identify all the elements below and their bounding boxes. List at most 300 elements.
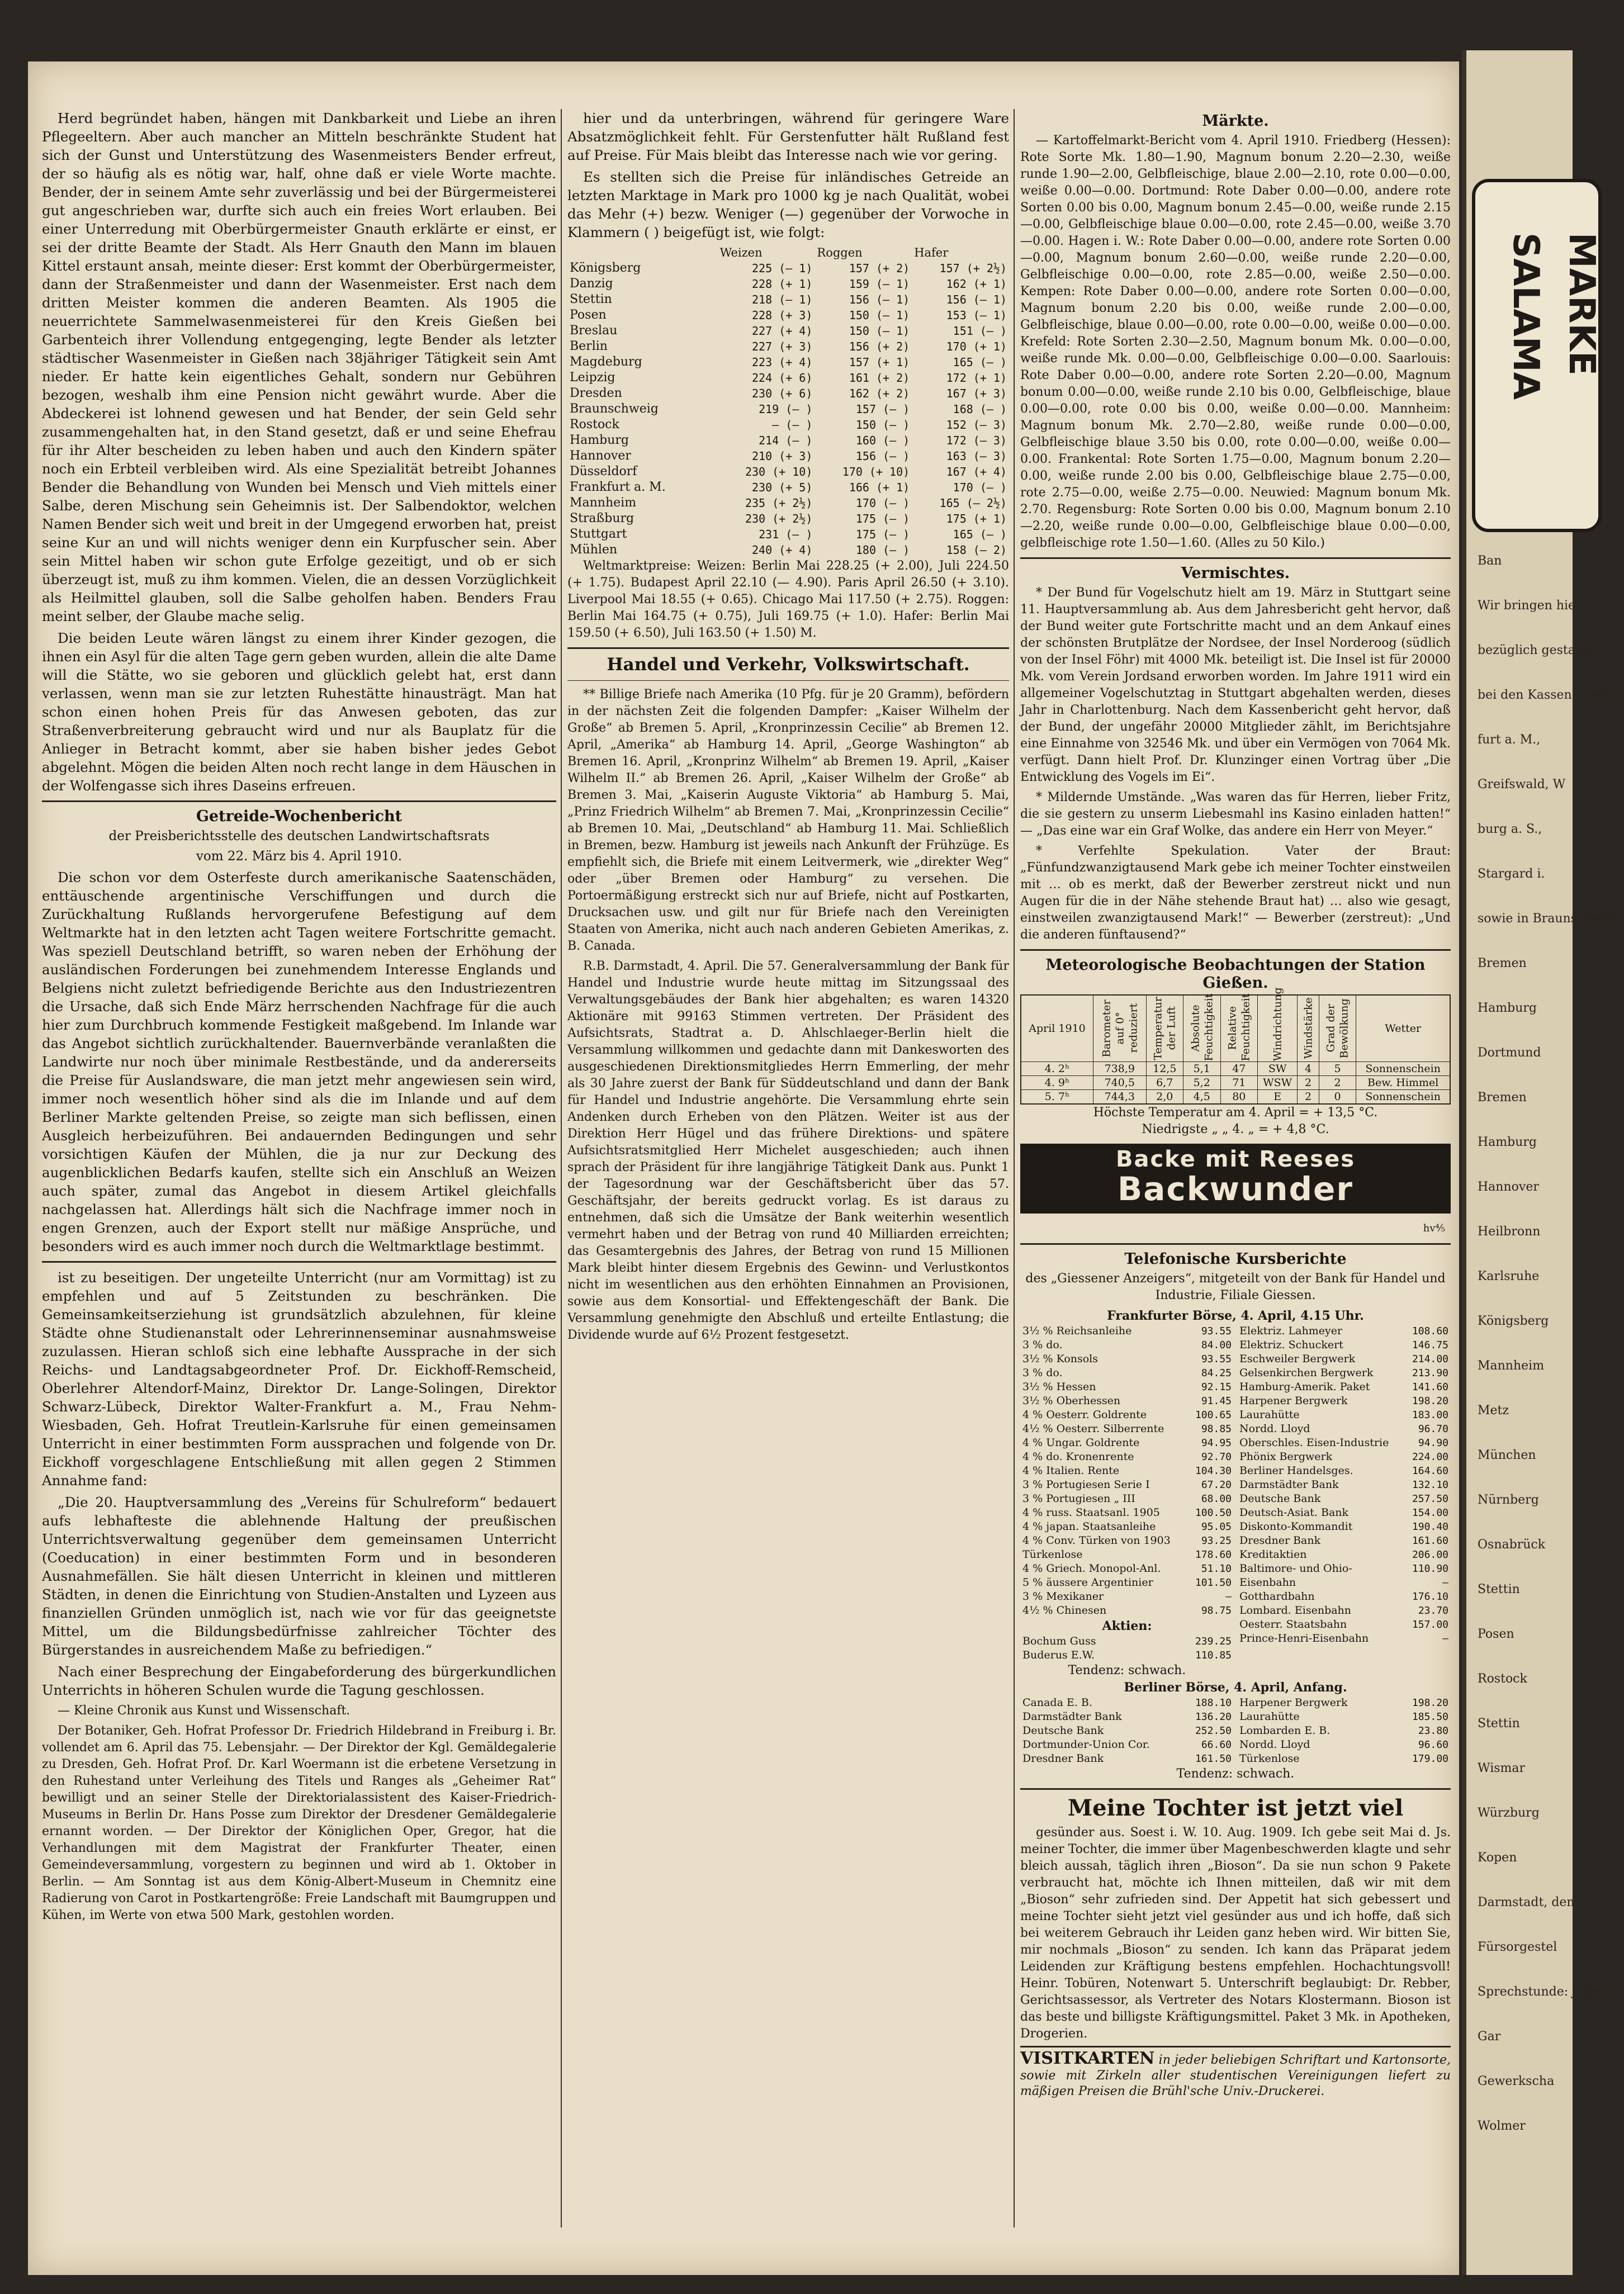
grain-cell: 162 (+ 2) [849,387,910,400]
grain-table-row [567,448,1009,464]
adjacent-page-text: Stargard i. [1478,867,1545,881]
meteo-cell: 2 [1298,1090,1319,1105]
kurs-cell: Nordd. Lloyd [1239,1423,1310,1435]
kurs-row [1237,1562,1451,1576]
maerkte-body: — Kartoffelmarkt-Bericht vom 4. April 1910. Friedberg (Hessen): Rote Sorte Mk. 1.80—1.90, Magnum bonum 2.20—2.30, weiße runde 1.90—2.00, Gelbfleischige, blaue 2.00—2.10, rote 0.00—0.00, weiße 0.00—0.00. Dortmund: Rote Daber 0.00—0.00, andere rote Sorten 0.00 bis 0.00, Magnum bonum 2.45—0.00, weiße runde 2.15—0.00, Gelbfleischige blaue 0.00—0.00, rote 2.45—0.00, weiße 3.70—0.00. Hagen i. W.: Rote Daber 0.00—0.00, andere rote Sorten 0.00—0.00, Magnum bonum 2.60—0.00, weiße runde 2.20—0.00, Gelbfleischige 0.00—0.00, rote 2.85—0.00, weiße 2.50—0.00. Kempen: Rote Daber 0.00—0.00, andere rote Sorten 0.00—0.00, Magnum bonum 2.20 bis 0.00, weiße runde 2.00—0.00, Gelbfleischige, blaue 0.00—0.00, rote 0.00—0.00, weiße 0.00—0.00. Krefeld: Rote Sorten 2.30—2.50, Magnum bonum Mk. 0.00—0.00, weiße runde Mk. 0.00—0.00, Gelbfleischige 0.00—0.00. Saarlouis: Rote Daber 0.00—0.00, andere rote Sorten 2.20—0.00, Magnum bonum 0.00—0.00, weiße runde 2.10 bis 0.00, Gelbfleischige, blaue 0.00—0.00, rote 0.00 bis 0.00, weiße 0.00—0.00. Mannheim: Magnum bonum Mk. 2.70—2.80, weiße runde 0.00—0.00, Gelbfleischige blaue 3.50 bis 0.00, rote 0.00—0.00, weiße 0.00—0.00. Frankental: Rote Sorten 1.75—0.00, Magnum bonum 2.20—0.00, weiße runde 2.00 bis 0.00, Gelbfleischige blaue 2.75—0.00, rote 2.75—0.00, weiße 2.75—0.00. Neuwied: Magnum bonum Mk. 2.70. Regensburg: Rote Sorten 0.00 bis 0.00, Magnum bonum 2.10—2.20, weiße runde 0.00—0.00, Gelbfleischige blaue 0.00—0.00, gelbfleischige rote 1.50—1.60. (Alles zu 50 Kilo.) [1020,134,1451,550]
meteo-min: Niedrigste „ „ 4. „ = + 4,8 °C. [1142,1122,1329,1136]
meteo-cell: Sonnenschein [1356,1090,1450,1105]
grain-cell: 150 (— ) [855,418,910,432]
grain-cell: 156 (— 1) [946,293,1007,306]
meteo-header-cell: Windstärke [1298,995,1319,1062]
kurs-cell: 183.00 [1412,1409,1448,1421]
salamander-logo [1472,179,1602,532]
kurs-row [1237,1338,1451,1352]
kurs-cell: 157.00 [1412,1619,1448,1631]
grain-cell: 240 (+ 4) [752,543,813,557]
adjacent-page-text: Würzburg [1478,1806,1540,1820]
kurs-row [1020,1352,1234,1366]
grain-cell: 157 (+ 1) [849,356,910,369]
grain-cell: Stuttgart [570,527,627,541]
adjacent-page-text: burg a. S., [1478,822,1542,836]
grain-cell: 170 (+ 10) [842,465,910,478]
kurs-cell: Phönix Bergwerk [1239,1451,1333,1463]
adjacent-page-text: Karlsruhe [1478,1269,1540,1283]
column-3 [1020,109,1451,2233]
kurs-cell: 4 % russ. Staatsanl. 1905 [1022,1506,1160,1519]
meteo-cell: 47 [1220,1062,1258,1076]
kurs-cell: Lombard. Eisenbahn [1239,1604,1352,1617]
adjacent-page-text: Stettin [1478,1717,1520,1731]
meteo-max: Höchste Temperatur am 4. April = + 13,5 °C. [1093,1106,1378,1120]
divider [42,1261,556,1263]
handel-title: Handel und Verkehr, Volkswirtschaft. [607,655,970,675]
meteo-row [1021,1090,1450,1105]
kurs-row [1020,1408,1234,1422]
adjacent-page-text: Stettin [1478,1582,1520,1596]
meteo-header-cell: Windrichtung [1258,995,1298,1062]
grain-cell: 162 (+ 1) [946,277,1007,291]
kurs-row [1020,1534,1234,1548]
article-paragraph: Es stellten sich die Preise für inländisches Getreide an letzten Marktage in Mark pro 1000 kg je nach Qualität, wobei das Mehr (+) bezw. Weniger (—) gegenüber der Vorwoche in Klammern ( ) beigefügt ist, wie folgt: [567,169,1009,240]
adjacent-page-text: Dortmund [1478,1046,1541,1060]
divider [1020,1243,1451,1245]
grain-table-row [567,386,1009,401]
grain-cell: Braunschweig [570,402,659,416]
grain-cell: Düsseldorf [570,465,637,478]
grain-table-header [567,245,1009,260]
kurs-cell: 190.40 [1412,1521,1448,1533]
divider [1020,1788,1451,1790]
adjacent-page-text: Metz [1478,1404,1509,1418]
kurs-cell: 98.75 [1201,1605,1232,1617]
bioson-ad-body: gesünder aus. Soest i. W. 10. Aug. 1909. Ich gebe seit Mai d. Js. meiner Tochter, die immer über Magenbeschwerden klagte und sehr bleich aussah, täglich ihren „Bioson“. Da sie nun schon 9 Pakete verbraucht hat, möchte ich Ihnen mitteilen, daß wir mit dem „Bioson“ sehr zufrieden sind. Der Appetit hat sich gebessert und meine Tochter sieht jetzt viel gesünder aus und ich hoffe, daß sich bei weiterem Gebrauch ihr Leiden ganz heben wird. Wir bitten Sie, mir nochmals „Bioson“ zu senden. Ich kann das Präparat jedem Leidenden zur Kräftigung bestens empfehlen. Hochachtungsvoll! Heinr. Tobüren, Notenwart 5. Unterschrift beglaubigt: Dr. Rebber, Gerichtsassessor, als Vertreter des Notars Klostermann. Bioson ist das beste und billigste Kräftigungsmittel. Paket 3 Mk. in Apotheken, Drogerien. [1020,1826,1451,2041]
grain-cell: 172 (— 3) [946,434,1007,447]
grain-cell: 235 (+ 2½) [745,496,813,510]
kurs-cell: 252.50 [1195,1725,1232,1737]
kurs-cell: 93.55 [1201,1353,1232,1365]
grain-cell: 228 (+ 1) [752,277,813,291]
grain-table-row [567,511,1009,527]
bioson-ad-title: Meine Tochter ist jetzt viel [1067,1795,1404,1821]
kurs-cell: 198.20 [1412,1395,1448,1407]
grain-cell: 165 (— ) [953,356,1007,369]
kurs-row [1237,1492,1451,1506]
grain-cell: 167 (+ 4) [946,465,1007,478]
kurs-cell: 257.50 [1412,1493,1448,1505]
kurs-row [1237,1632,1451,1646]
grain-cell: 228 (+ 3) [752,309,813,322]
kurs-cell: Darmstädter Bank [1239,1478,1339,1491]
backwunder-line2: Backwunder [1118,1170,1353,1208]
kurs-cell: Dresdner Bank [1239,1534,1321,1547]
kurs-cell: 4 % do. Kronenrente [1022,1451,1134,1463]
kurs-cell: 4 % Griech. Monopol-Anl. [1022,1562,1161,1575]
adjacent-page-text: Osnabrück [1478,1538,1546,1552]
grain-cell: 175 (+ 1) [946,512,1007,525]
kurs-row [1237,1724,1451,1738]
backwunder-line1: Backe mit Reeses [1115,1146,1355,1172]
kurs-cell: 96.60 [1418,1739,1448,1751]
grain-cell: 170 (— ) [953,481,1007,494]
grain-header-cell: Weizen [719,246,763,259]
visitkarten-text: in jeder beliebigen Schriftart und Kartonsorte, sowie mit Zirkeln aller studentischen Vereinigungen liefert zu mäßigen Preisen die Brühl'sche Univ.-Druckerei. [1020,2053,1451,2098]
tendenz-text: Tendenz: schwach. [1068,1663,1186,1677]
grain-cell: 230 (+ 6) [752,387,813,400]
kurs-cell: 100.65 [1195,1409,1232,1421]
meteo-header-row [1021,995,1450,1062]
kurs-cell: Dortmunder-Union Cor. [1022,1738,1150,1751]
grain-cell: Hannover [570,449,631,463]
grain-table-row [567,433,1009,448]
kurs-cell: 185.50 [1412,1711,1448,1723]
grain-cell: 175 (— ) [855,512,910,525]
grain-price-table [567,245,1009,558]
kurs-cell: 136.20 [1195,1711,1232,1723]
grain-table-row [567,527,1009,542]
grain-cell: 180 (— ) [855,543,910,557]
article-paragraph: Nach einer Besprechung der Eingabeforderung des bürgerkundlichen Unterrichts in höheren Schulen wurde die Tagung geschlossen. [42,1663,556,1698]
meteo-cell: 5,2 [1183,1076,1221,1090]
adjacent-page-text: Wir bringen hier [1478,599,1582,613]
tendenz-text: Tendenz: schwach. [1176,1767,1295,1781]
kurs-cell: 96.70 [1418,1423,1448,1435]
adjacent-page-text: sowie in Braunschweig [1478,912,1622,926]
kurs-row [1020,1696,1234,1710]
meteo-cell: 80 [1220,1090,1258,1105]
kurs-row [1020,1338,1234,1352]
kurs-cell: Darmstädter Bank [1022,1710,1122,1723]
salamander-logo-text: MARKE SALAMA [1505,233,1602,400]
article-paragraph: Herd begründet haben, hängen mit Dankbarkeit und Liebe an ihren Pflegeeltern. Aber auch mancher an Mitteln beschränkte Student hat sich der Gunst und Unterstützung des Wasenmeisters Bender erfreut, der so häufig als es nötig war, half, ohne daß er viele Worte machte. Bender, der in seinem Amte sehr zuverlässig und bei der Bürgermeisterei gut angeschrieben war, durfte sich auch ein freies Wort erlauben. Bei einer Unterredung mit Oberbürgermeister Gnauth erklärte er einst, er sei der dritte Beamte der Stadt. Als Herr Gnauth den Mann im blauen Kittel erstaunt ansah, meinte dieser: Erst kommt der Oberbürgermeister, dann der Straßenmeister und dann der Wasenmeister. Erst nach dem dritten Meister kommen die anderen Beamten. Als 1905 die neuerrichtete Sammelwasenmeisterei für den Kreis Gießen bei Garbenteich ihrer Vollendung entgegenging, legte Bender als letzter städtischer Wasenmeister in Gießen nach 38jähriger Tätigkeit sein Amt nieder. Er hatte kein eigentliches Gehalt, sondern nur Gebühren bezogen, weshalb ihm eine Pension nicht gewährt wurde. Aber die Abdeckerei ist lohnend gewesen und hat Bender, der sein Geld sehr zusammengehalten hat, in den Stand gesetzt, daß er und seine Ehefrau für ihr Alter bescheiden zu leben haben und auch den Kindern später noch ein Erbteil verbleiben wird. Als eine Spezialität betreibt Johannes Bender die Behandlung von Wunden bei Mensch und Vieh mittels einer Salbe, deren Mischung sein Geheimnis ist. Der Salbendoktor, welchen Namen Bender sich weit und breit in der Umgegend erworben hat, preist seine Kur an und will nichts weniger denn ein Kurpfuscher sein. Aber sein Mittel haben wir schon gute Erfolge gezeitigt, und ob er sich überzeugt ist, muß zu ihm kommen. Vielen, die an dessen Vorzüglichkeit als Heilmittel glauben, soll die Salbe geholfen haben. Benders Frau meint selber, der Glaube mache selig. [42,110,556,624]
kurs-cell: Laurahütte [1239,1409,1300,1421]
kurs-cell: 66.60 [1201,1739,1232,1751]
adjacent-page-text: furt a. M., [1478,733,1541,747]
kurs-row [1237,1366,1451,1380]
kurs-cell: 161.60 [1412,1535,1448,1547]
kurs-cell: 3 % Portugiesen „ III [1022,1492,1135,1505]
grain-cell: 153 (— 1) [946,309,1007,322]
meteo-row [1021,1076,1450,1090]
maerkte-title: Märkte. [1202,112,1269,130]
kurs-cell: 23.70 [1418,1605,1448,1617]
kurs-cell: Nordd. Lloyd [1239,1738,1310,1751]
adjacent-page-text: bezüglich gestattet. [1478,643,1602,657]
grain-cell: Mannheim [570,496,637,510]
kurs-cell: 178.60 [1195,1549,1232,1561]
darmstadt-body: R.B. Darmstadt, 4. April. Die 57. Generalversammlung der Bank für Handel und Industrie wurde heute mittag im Sitzungssaal des Verwaltungsgebäudes der Bank hier abgehalten; es waren 14320 Aktionäre mit 99163 Stimmen vertreten. Der Präsident des Aufsichtsrats, Stadtrat a. D. Ahlschlaeger-Berlin hielt die Versammlung willkommen und gedachte dann mit Dankesworten des ausgeschiedenen Direktionsmitgliedes Herrn Emmerling, der mehr als 30 Jahre zuerst der Bank für Süddeutschland und dann der Bank für Handel und Industrie angehörte. Die Versammlung ehrte sein Andenken durch Erheben von den Plätzen. Weiter ist aus der Direktion Herr Hügel und das frühere Direktions- und spätere Aufsichtsratsmitglied Herr Michelet ausgeschieden; auch ihnen sprach der Präsident für ihre langjährige Tätigkeit Dank aus. Punkt 1 der Tagesordnung war der Geschäftsbericht über das 57. Geschäftsjahr, der bereits gedruckt vorlag. Es ist daraus zu entnehmen, daß sich die Umsätze der Bank weiterhin wesentlich vermehrt haben und der Betrag von rund 40 Milliarden erreichten; das Gesamtergebnis des Jahres, der Betrag von rund 15 Millionen Mark bleibt hinter diesem Ergebnis des Gewinn- und Verlustkontos nicht im wesentlichen aus den erhöhten Einnahmen an Provisionen, sowie aus dem Konsortial- und Effektengeschäft der Bank. Die Versammlung genehmigte den Abschluß und erteilte Entlastung; die Dividende wurde auf 6½ Prozent festgesetzt. [567,959,1009,1342]
adjacent-page-text: München [1478,1448,1536,1462]
grain-cell: 218 (— 1) [752,293,813,306]
kurs-row [1237,1534,1451,1548]
adjacent-page-text: Gar [1478,2030,1501,2044]
grain-cell: 167 (+ 3) [946,387,1007,400]
kurs-row [1237,1696,1451,1710]
kurs-cell: 108.60 [1412,1325,1448,1337]
kurs-row [1237,1506,1451,1520]
kurs-cell: Deutsche Bank [1022,1724,1104,1737]
kurs-row [1020,1464,1234,1478]
kurs-row [1237,1408,1451,1422]
meteo-cell: 6,7 [1146,1076,1183,1090]
meteo-header-cell: April 1910 [1021,995,1093,1062]
kurs-row [1237,1394,1451,1408]
meteo-cell: 5 [1319,1062,1356,1076]
grain-cell: Mühlen [570,543,618,557]
kurs-row [1020,1436,1234,1450]
column-rule [561,109,562,2227]
kurs-subline: des „Giessener Anzeigers“, mitgeteilt von der Bank für Handel und Industrie, Filiale Giessen. [1025,1272,1446,1302]
kurs-row [1020,1752,1234,1766]
meteo-header-cell: Barometer auf 0° reduziert [1093,995,1147,1062]
adjacent-page-text: Wolmer [1478,2119,1526,2133]
grain-cell: 156 (+ 2) [849,340,910,353]
berlin-table-left [1020,1696,1234,1766]
article-paragraph: „Die 20. Hauptversammlung des „Vereins für Schulreform“ bedauert aufs lebhafteste die ablehnende Haltung der preußischen Unterrichtsverwaltung gegenüber dem gemeinsamen Unterricht (Coeducation) in einer bestimmten Form und in besonderen Ausnahmefällen. Sie hält diesen Unterricht in kleinen und mittleren Städten, in denen die Einrichtung von Studien-Anstalten und Lyzeen aus finanziellen Gründen unmöglich ist, nach wie vor für das geeignetste Mittel, um die Bildungsbedürfnisse zahlreicher Töchter des Bürgerstandes in ausreichendem Maße zu befriedigen.“ [42,1494,556,1658]
article-paragraph: ist zu beseitigen. Der ungeteilte Unterricht (nur am Vormittag) ist zu empfehlen und auf 5 Zeitstunden zu beschränken. Die Gemeinsamkeitserziehung ist grundsätzlich abzulehnen, für kleine Städte ohne Studienanstalt oder Lehrerinnenseminar ausnahmsweise zuzulassen. Hieran schloß sich eine lebhafte Aussprache in der sich Reichs- und Landtagsabgeordneter Prof. Dr. Eickhoff-Remscheid, Oberlehrer Altendorf-Mainz, Direktor Dr. Lange-Solingen, Direktor Schwarz-Lübeck, Direktor Walter-Frankfurt a. M., Frau Nehm-Wiesbaden, Geh. Hofrat Treutlein-Karlsruhe für einen gemeinsamen Unterricht in einer bestimmten Form aussprachen und folgende von Dr. Eickhoff vorgeschlagene Entschließung mit allen gegen 2 Stimmen Annahme fand: [42,1269,556,1489]
meteo-row [1021,1062,1450,1076]
grain-cell: 214 (— ) [759,434,813,447]
frankfurt-heading: Frankfurter Börse, 4. April, 4.15 Uhr. [1107,1309,1364,1323]
grain-table-row [567,495,1009,511]
kurs-row [1237,1604,1451,1618]
kurs-cell: 110.85 [1195,1650,1232,1661]
divider [567,647,1009,649]
grain-cell: 157 (— ) [855,402,910,416]
grain-cell: 159 (— 1) [849,277,910,291]
grain-cell: Frankfurt a. M. [570,480,666,494]
meteo-header-cell: Absolute Feuchtigkeit [1183,995,1221,1062]
adjacent-page-text: Darmstadt, den [1478,1895,1575,1909]
kurs-cell: Diskonto-Kommandit [1239,1520,1353,1533]
adjacent-page-text: Hamburg [1478,1135,1537,1149]
getreide-title: Getreide-Wochenbericht [196,808,403,825]
kurs-cell: 84.25 [1201,1367,1232,1379]
meteo-cell: Sonnenschein [1356,1062,1450,1076]
adjacent-page-text: Kopen [1478,1851,1517,1865]
grain-cell: Straßburg [570,511,635,525]
column-2 [567,109,1009,2233]
joke-paragraph: * Verfehlte Spekulation. Vater der Braut: „Fünfundzwanzigtausend Mark gebe ich meiner Tochter einstweilen mit … ob es merkt, daß der Bewerber zerstreut nickt und nun Augen für die in der Nähe stehende Braut hat) … also wie gesagt, einstweilen zwanzigtausend Mark!“ — Bewerber (zerstreut): „Und die anderen fünftausend?“ [1020,844,1451,942]
kurs-row [1020,1478,1234,1492]
meteo-cell: 0 [1319,1090,1356,1105]
vermischtes-title: Vermischtes. [1181,565,1290,582]
meteo-header-cell: Grad der Bewölkung [1319,995,1356,1062]
kurs-cell: 3½ % Konsols [1022,1353,1099,1365]
kurs-cell: — [1225,1591,1232,1603]
getreide-subline: der Preisberichtsstelle des deutschen Landwirtschaftsrats [108,829,490,843]
column-1 [42,109,556,2233]
kurs-cell: 132.10 [1412,1479,1448,1491]
grain-cell: 150 (— 1) [849,324,910,338]
grain-cell: 160 (— ) [855,434,910,447]
kurs-cell: 4 % Oesterr. Goldrente [1022,1409,1147,1421]
adjacent-page-text: Königsberg [1478,1314,1549,1328]
kurs-row [1020,1738,1234,1752]
kurs-row [1237,1450,1451,1464]
kurs-cell: Türkenlose [1239,1752,1300,1765]
kurs-table-left [1020,1324,1234,1618]
kurs-cell: Türkenlose [1022,1548,1083,1561]
column-rule [1014,109,1015,2227]
chronik-body: Der Botaniker, Geh. Hofrat Professor Dr. Friedrich Hildebrand in Freiburg i. Br. vollendet am 6. April das 75. Lebensjahr. — Der Direktor der Kgl. Gemäldegalerie zu Dresden, Geh. Hofrat Prof. Dr. Karl Woermann ist die erbetene Versetzung in den Ruhestand unter Verleihung des Titels und Ranges als „Geheimer Rat“ bewilligt und an seiner Stelle der Direktorialassistent des Kaiser-Friedrich-Museums in Berlin Dr. Hans Posse zum Direktor der Dresdener Gemäldegalerie ernannt worden. — Der Direktor der Königlichen Oper, Gregor, hat die Verhandlungen mit dem Magistrat der Frankfurter Theater, einen Gemeindeversammlung, vorgestern zu beginnen und wird ab 1. Oktober in Berlin. — Am Sonntag ist aus dem König-Albert-Museum in Chemnitz eine Radierung von Carot in Postkartengröße: Freie Landschaft mit Baumgruppen und Kühen, im Werte von etwa 500 Mark, gestohlen worden. [42,1724,556,1922]
kurs-cell: 95.05 [1201,1521,1232,1533]
kurs-row [1237,1436,1451,1450]
article-paragraph: hier und da unterbringen, während für geringere Ware Absatzmöglichkeit fehlt. Für Gerstenfutter hält Rußland fest auf Preise. Für Mais bleibt das Interesse nach wie vor gering. [567,110,1009,163]
grain-header-cell: Roggen [817,246,863,259]
kurs-row [1020,1366,1234,1380]
kurs-cell: Bochum Guss [1022,1635,1096,1647]
meteo-cell: 12,5 [1146,1062,1183,1076]
joke-paragraph: * Mildernde Umstände. „Was waren das für Herren, lieber Fritz, die sie gestern zu unserm Liebesmahl ins Kasino einladen hatten!“ — „Das eine war ein Graf Wolke, das andere ein Herr von Meyer.“ [1020,790,1451,838]
adjacent-page-text: Fürsorgestel [1478,1940,1557,1954]
kurs-cell: 206.00 [1412,1549,1448,1561]
grain-table-row [567,339,1009,354]
grain-table-row [567,292,1009,307]
kurs-cell: Baltimore- und Ohio- [1239,1562,1352,1575]
kurs-cell: 3 % do. [1022,1339,1063,1351]
meteo-cell: 738,9 [1093,1062,1147,1076]
kurs-cell: 3 % do. [1022,1367,1063,1379]
grain-cell: 150 (— 1) [849,309,910,322]
kurs-row [1020,1520,1234,1534]
kurs-cell: Hamburg-Amerik. Paket [1239,1381,1370,1393]
kurs-cell: 5 % äussere Argentinier [1022,1576,1153,1589]
grain-cell: 166 (+ 1) [849,481,910,494]
grain-cell: 175 (— ) [855,528,910,541]
kurs-cell: 4 % Ungar. Goldrente [1022,1437,1140,1449]
grain-cell: Hamburg [570,433,629,447]
grain-cell: Magdeburg [570,355,642,369]
article-paragraph: Die beiden Leute wären längst zu einem ihrer Kinder gezogen, die ihnen ein Asyl für die alten Tage gern geben wurden, allein die alte Dame will die Stätte, wo sie geboren und glücklich gelebt hat, erst dann verlassen, wenn man sie zur letzten Ruhestätte hinausträgt. Man hat schon einen hohen Preis für das Anwesen geboten, das zur Straßenverbreiterung gebraucht wird und nur als Bauplatz für die Anlieger in Betracht kommt, aber sie haben bisher jedes Gebot abgelehnt. Mögen die beiden Alten noch recht lange in dem Häuschen in der Wolfengasse sich ihres Daseins erfreuen. [42,630,556,794]
kurs-row [1237,1738,1451,1752]
grain-table-row [567,323,1009,339]
grain-cell: Posen [570,308,607,322]
grain-cell: 158 (— 2) [946,543,1007,557]
grain-cell: Stettin [570,292,612,306]
grain-cell: 165 (— 2½) [939,496,1007,510]
kurs-cell: 4 % Italien. Rente [1022,1464,1120,1477]
kurs-row [1237,1520,1451,1534]
grain-header-cell [567,245,718,260]
meteo-cell: WSW [1258,1076,1298,1090]
adjacent-page-text: Mannheim [1478,1359,1545,1373]
grain-table-row [567,307,1009,323]
grain-cell: 230 (+ 5) [752,481,813,494]
kurs-cell: 93.55 [1201,1325,1232,1337]
kurs-cell: 110.90 [1412,1563,1448,1575]
grain-cell: 170 (— ) [855,496,910,510]
grain-cell: Rostock [570,418,619,432]
meteo-cell: 744,3 [1093,1090,1147,1105]
grain-cell: 156 (— ) [855,449,910,463]
grain-cell: — (— ) [772,418,813,432]
grain-table-row [567,464,1009,480]
kurs-cell: Harpener Bergwerk [1239,1395,1348,1407]
grain-cell: 227 (+ 3) [752,340,813,353]
grain-cell: 219 (— ) [759,402,813,416]
kurs-cell: 3½ % Hessen [1022,1381,1096,1393]
kurs-cell: Eisenbahn [1239,1576,1296,1589]
kurs-cell: 68.00 [1201,1493,1232,1505]
grain-table-row [567,417,1009,433]
kurs-cell: 4 % Conv. Türken von 1903 [1022,1534,1171,1547]
grain-table-row [567,542,1009,558]
grain-cell: 231 (— ) [759,528,813,541]
chronik-title: — Kleine Chronik aus Kunst und Wissenschaft. [58,1704,351,1718]
kurs-cell: 94.90 [1418,1437,1448,1449]
kurs-cell: Deutsch-Asiat. Bank [1239,1506,1349,1519]
adjacent-page-text: Hamburg [1478,1001,1537,1015]
meteo-cell: 4. 9ʰ [1021,1076,1093,1090]
kurs-cell: Lombarden E. B. [1239,1724,1331,1737]
grain-cell: Königsberg [570,261,641,275]
kurs-row [1020,1710,1234,1724]
grain-cell: 172 (+ 1) [946,371,1007,385]
meteo-cell: 4. 2ʰ [1021,1062,1093,1076]
grain-table-row [567,260,1009,276]
kurs-cell: 214.00 [1412,1353,1448,1365]
kurs-row [1237,1752,1451,1766]
adjacent-page-text: Posen [1478,1627,1514,1641]
kurs-cell: 104.30 [1195,1465,1232,1477]
kurs-table-aktien [1020,1634,1234,1662]
grain-cell: 223 (+ 4) [752,356,813,369]
kurs-cell: 93.25 [1201,1535,1232,1547]
grain-cell: Berlin [570,339,608,353]
kurs-cell: 3 % Portugiesen Serie I [1022,1478,1150,1491]
grain-cell: 161 (+ 2) [849,371,910,385]
adjacent-page-text: Wismar [1478,1761,1526,1775]
meteo-cell: Bew. Himmel [1356,1076,1450,1090]
meteo-cell: 5,1 [1183,1062,1221,1076]
kurs-cell: 100.50 [1195,1507,1232,1519]
grain-cell: 157 (+ 2½) [939,262,1007,275]
kurs-cell: Prince-Henri-Eisenbahn [1239,1632,1369,1644]
kurs-row [1020,1634,1234,1648]
kurs-cell: 23.80 [1418,1725,1448,1737]
kurs-cell: Gotthardbahn [1239,1590,1315,1603]
kurs-cell: 164.60 [1412,1465,1448,1477]
kurs-cell: 4½ % Oesterr. Silberrente [1022,1423,1164,1435]
kurs-cell: Buderus E.W. [1022,1649,1095,1661]
kurs-cell: 141.60 [1412,1381,1448,1393]
divider [42,800,556,802]
kurs-row [1237,1710,1451,1724]
meteo-title: Meteorologische Beobachtungen der Station Gießen. [1045,956,1426,992]
grain-cell: 152 (— 3) [946,418,1007,432]
backwunder-ad [1020,1144,1451,1214]
adjacent-page-text: Rostock [1478,1672,1527,1686]
kurs-row [1237,1422,1451,1436]
meteo-cell: 2 [1298,1076,1319,1090]
meteo-cell: 2 [1319,1076,1356,1090]
kurs-row [1020,1562,1234,1576]
kurs-cell: Gelsenkirchen Bergwerk [1239,1367,1374,1379]
kurs-cell: Eschweiler Bergwerk [1239,1353,1356,1365]
kurs-cell: Oesterr. Staatsbahn [1239,1618,1347,1631]
kurs-cell: Deutsche Bank [1239,1492,1321,1505]
meteo-header-cell: Relative Feuchtigkeit [1220,995,1258,1062]
grain-cell: Breslau [570,324,618,338]
kurs-cell: — [1442,1577,1448,1589]
grain-cell: 227 (+ 4) [752,324,813,338]
kurs-row [1237,1590,1451,1604]
kurs-row [1020,1422,1234,1436]
divider [1020,949,1451,951]
kurs-cell: Berliner Handelsges. [1239,1464,1353,1477]
getreide-body: Die schon vor dem Osterfeste durch amerikanische Saatenschäden, enttäuschende argentinische Verschiffungen und durch die Zurückhaltung Rußlands hervorgerufene Befestigung auf dem Weltmarkte hat in den letzten acht Tagen weitere Fortschritte gemacht. Was speziell Deutschland betrifft, so waren neben der Erhöhung der ausländischen Forderungen bei zunehmendem Interesse Englands und Belgiens nicht zuletzt befriedigende Berichte aus den Industriezentren die Ursache, daß sich Ende März herrschenden Nachfrage für die auch hier zum Durchbruch kommende Festigkeit maßgebend. Im Inlande war das Angebot sichtlich zurückhaltender. Bauernverbände veranlaßten die Landwirte nur noch über minimale Restbestände, und da andererseits die Preise für Auslandsware, die man jetzt mehr angewiesen sein wird, immer noch wesentlich höher sind als die im Inlande und auf dem Berliner Markte geltenden Preise, so zeigte man sich beflissen, einen Ausgleich herbeizuführen. Bei andauernden Bedingungen und sehr vorsichtigen Käufen der Mühlen, die ja nur zur Deckung des augenblicklichen Bedarfs kaufen, stellte sich ein Anschluß an Weizen auch später, zumal das Angebot in diesem Artikel gleichfalls nachgelassen hat. Allerdings hält sich die Nachfrage immer noch in engen Grenzen, auch der Export stellt nur mäßige Ansprüche, und besonders wird es auch immer noch durch die Weltmarktlage bestimmt. [42,869,556,1254]
kurs-cell: 179.00 [1412,1753,1448,1765]
